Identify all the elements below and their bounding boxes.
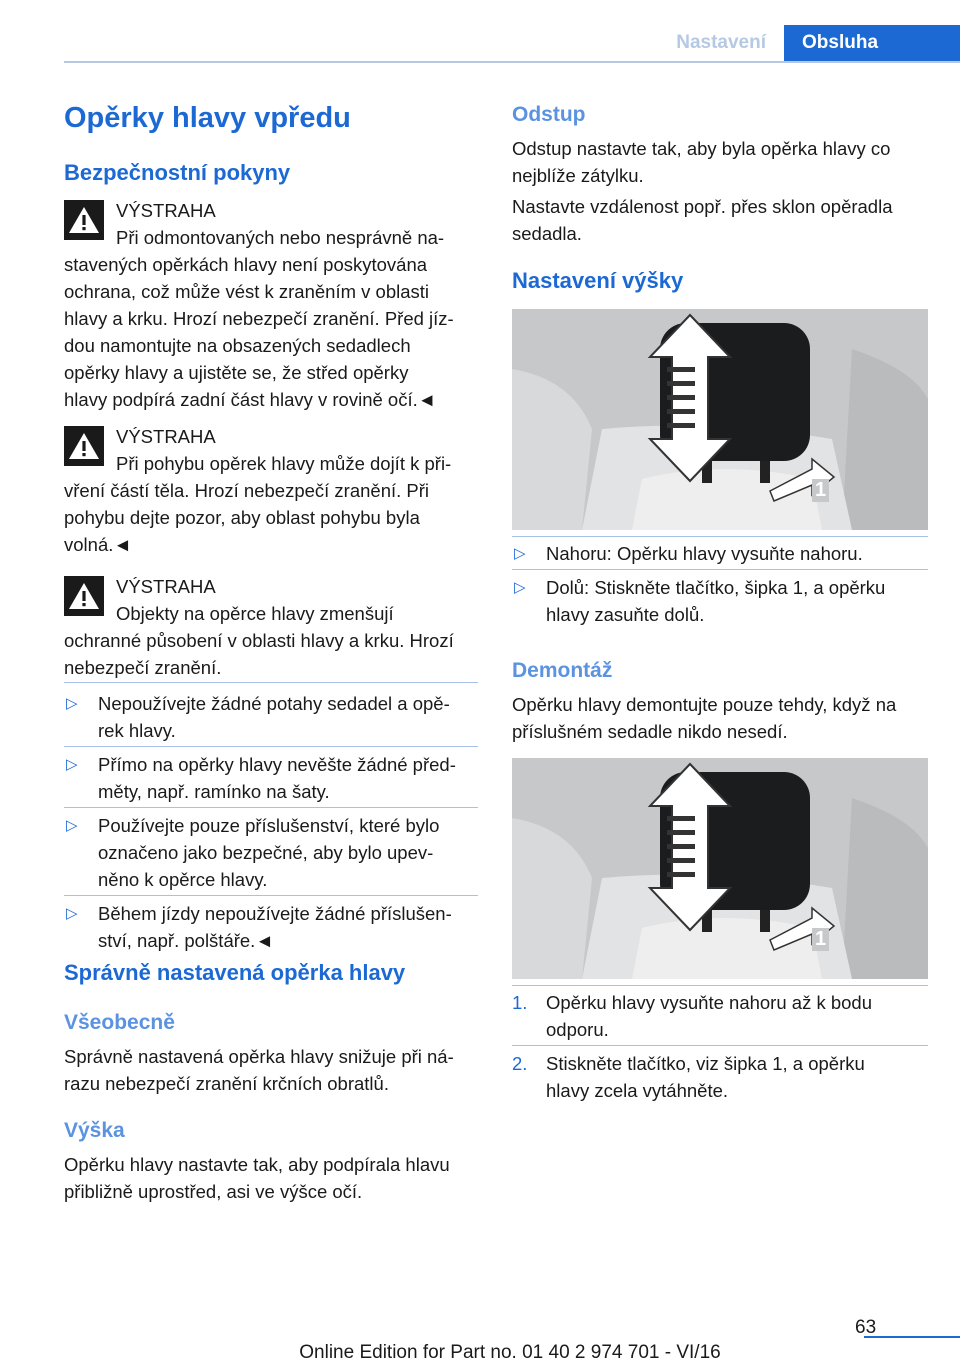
header-divider [64,61,960,63]
list-item [64,690,478,746]
page-number: 63 [855,1317,877,1338]
warning-line: dou namontujte na obsazených sedadlech [64,335,411,356]
warning-line: Objekty na opěrce hlavy zmenšují [116,603,394,624]
headrest-photo-removal [512,758,928,979]
height-bullet-list [512,540,928,630]
warning-text [64,450,478,558]
warning-line: volná.◄ [64,534,132,555]
step-number: 2. [512,1053,528,1074]
list-item [64,807,478,895]
list-item-line: Nepoužívejte žádné potahy sedadel a opě- [98,693,450,714]
list-divider [512,536,928,537]
list-item-line: Nahoru: Opěrku hlavy vysuňte nahoru. [546,543,863,564]
triangle-bullet-icon: ▷ [514,579,526,596]
removal-heading: Demontáž [512,659,613,682]
triangle-bullet-icon: ▷ [514,545,526,562]
list-item [64,895,478,956]
callout-label: 1 [812,479,829,502]
list-item-line: rek hlavy. [98,720,176,741]
warning-line: hlavy a krku. Hrozí nebezpečí zranění. Před jíz- [64,308,454,329]
text-line: Opěrku hlavy nastavte tak, aby podpírala hlavu [64,1154,450,1175]
text-line: Opěrku hlavy demontujte pouze tehdy, když na [512,694,897,715]
warning-title: VÝSTRAHA [116,426,216,447]
list-item [64,746,478,807]
list-item-line: Dolů: Stiskněte tlačítko, šipka 1, a opěrku [546,577,886,598]
list-item-line: Během jízdy nepoužívejte žádné příslušen- [98,903,452,924]
list-item [512,989,928,1045]
height-adjust-heading: Nastavení výšky [512,268,684,293]
text-line: příslušném sedadle nikdo nesedí. [512,721,788,742]
list-item-line: označeno jako bezpečné, aby bylo upev- [98,842,434,863]
distance-text [512,135,928,189]
warning-line: opěrky hlavy a ujistěte se, že střed opěrky [64,362,409,383]
header-tabs [658,25,960,61]
page-number-rule [864,1336,960,1338]
tab-obsluha[interactable]: Obsluha [784,25,960,61]
list-item [512,540,928,569]
triangle-bullet-icon: ▷ [66,817,78,834]
list-item-line: Opěrku hlavy vysuňte nahoru až k bodu [546,992,872,1013]
warning-line: vření částí těla. Hrozí nebezpečí zranění. Při [64,480,430,501]
warning-line: Při pohybu opěrek hlavy může dojít k při- [116,453,452,474]
text-line: razu nebezpečí zranění krčních obratlů. [64,1073,389,1094]
warning-line: hlavy podpírá zadní část hlavy v rovině očí.◄ [64,389,437,410]
headrest-photo-height [512,309,928,530]
warning-title: VÝSTRAHA [116,576,216,597]
list-item-line: ství, např. polštáře.◄ [98,930,274,951]
callout-label: 1 [812,928,829,951]
list-item-line: hlavy zasuňte dolů. [546,604,705,625]
list-item [512,1045,928,1106]
headrest-illustration [512,309,928,530]
distance-heading: Odstup [512,103,586,126]
tab-nastaveni[interactable]: Nastavení [658,25,784,61]
warning-line: Při odmontovaných nebo nesprávně na- [116,227,445,248]
triangle-bullet-icon: ▷ [66,695,78,712]
general-heading: Všeobecně [64,1011,175,1034]
text-line: sedadla. [512,223,582,244]
warning-text [64,600,478,681]
general-text [64,1043,478,1097]
warning-line: ochranné působení v oblasti hlavy a krku. Hrozí [64,630,454,651]
list-item-line: odporu. [546,1019,609,1040]
removal-text [512,691,928,745]
warning-line: pohybu dejte pozor, aby oblast pohybu byla [64,507,420,528]
warning-line: stavených opěrkách hlavy není poskytována [64,254,428,275]
safety-bullet-list [64,690,478,956]
headrest-illustration [512,758,928,979]
list-item-line: Přímo na opěrky hlavy nevěšte žádné před- [98,754,456,775]
correct-headrest-heading: Správně nastavená opěrka hlavy [64,960,406,985]
triangle-bullet-icon: ▷ [66,756,78,773]
list-divider [512,985,928,986]
page-title: Opěrky hlavy vpředu [64,102,351,134]
list-item-line: měty, např. ramínko na šaty. [98,781,330,802]
list-divider [64,682,478,683]
list-item [512,569,928,630]
text-line: Nastavte vzdálenost popř. přes sklon opěradla [512,196,893,217]
removal-steps-list [512,989,928,1106]
footer-edition [0,1342,960,1364]
text-line: nejblíže zátylku. [512,165,644,186]
edition-text: Online Edition for Part no. 01 40 2 974 701 - VI/16 [299,1342,721,1363]
distance-text-2 [512,193,928,247]
list-item-line: Používejte pouze příslušenství, které bylo [98,815,440,836]
warning-title: VÝSTRAHA [116,200,216,221]
text-line: přibližně uprostřed, asi ve výšce očí. [64,1181,363,1202]
list-item-line: Stiskněte tlačítko, viz šipka 1, a opěrku [546,1053,865,1074]
warning-line: ochrana, což může vést k zraněním v oblasti [64,281,430,302]
text-line: Správně nastavená opěrka hlavy snižuje při ná- [64,1046,454,1067]
safety-heading: Bezpečnostní pokyny [64,160,291,185]
list-item-line: hlavy zcela vytáhněte. [546,1080,729,1101]
warning-line: nebezpečí zranění. [64,657,222,678]
height-text [64,1151,478,1205]
step-number: 1. [512,992,528,1013]
height-heading: Výška [64,1119,125,1142]
text-line: Odstup nastavte tak, aby byla opěrka hlavy co [512,138,891,159]
list-item-line: něno k opěrce hlavy. [98,869,268,890]
warning-text [64,224,478,413]
triangle-bullet-icon: ▷ [66,905,78,922]
